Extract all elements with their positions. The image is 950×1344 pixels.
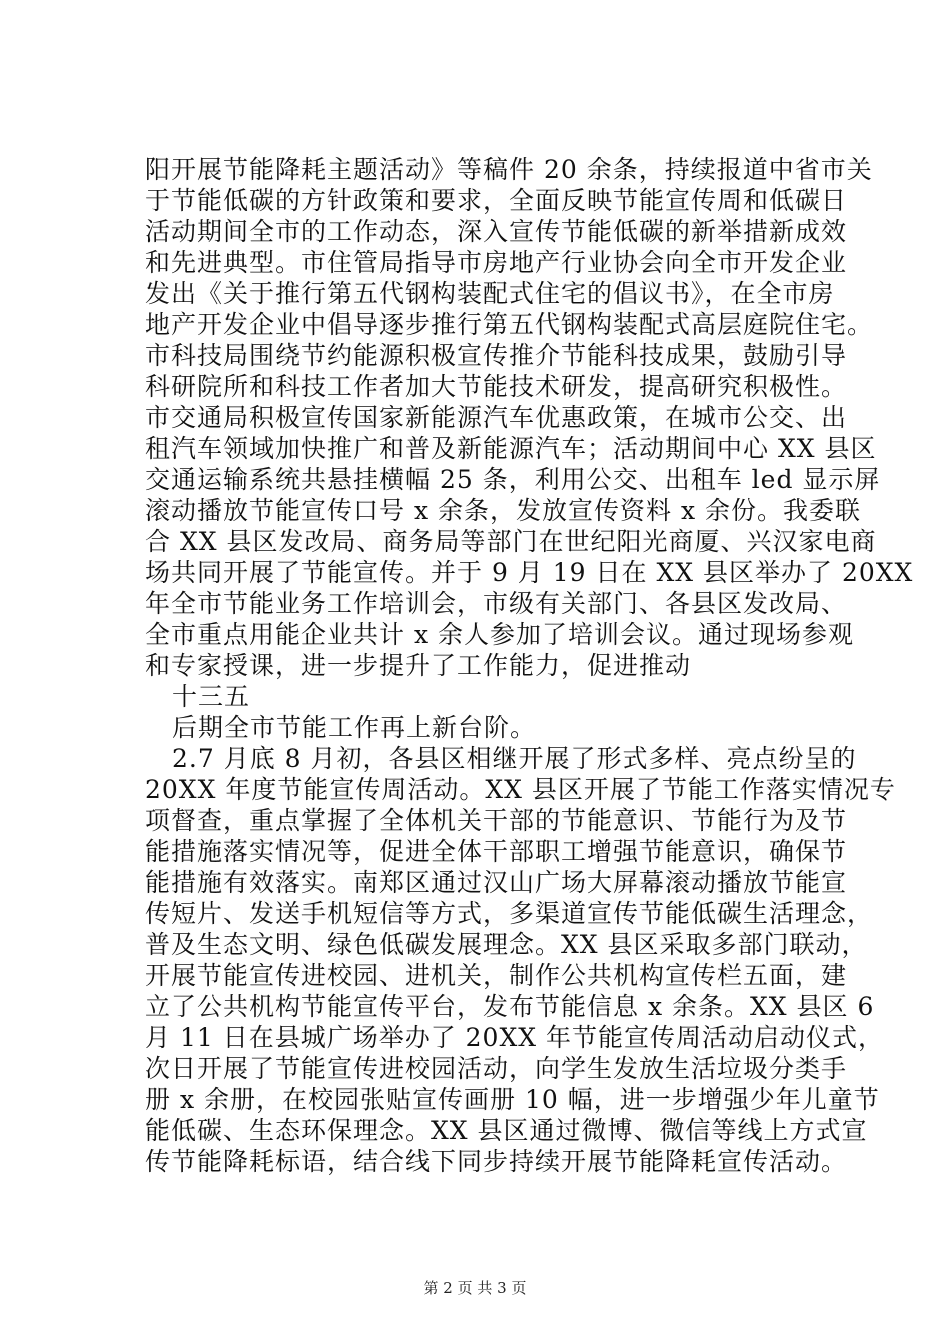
text-line: 项督查，重点掌握了全体机关干部的节能意识、节能行为及节	[145, 806, 848, 835]
text-line: 交通运输系统共悬挂横幅 25 条，利用公交、出租车 led 显示屏	[145, 465, 881, 494]
text-line: 普及生态文明、绿色低碳发展理念。XX 县区采取多部门联动，	[145, 930, 868, 959]
text-line: 传短片、发送手机短信等方式，多渠道宣传节能低碳生活理念，	[145, 899, 874, 928]
text-line: 市科技局围绕节约能源积极宣传推介节能科技成果，鼓励引导	[145, 341, 848, 370]
text-line: 立了公共机构节能宣传平台，发布节能信息 x 余条。XX 县区 6	[145, 992, 875, 1021]
text-line: 能措施有效落实。南郑区通过汉山广场大屏幕滚动播放节能宣	[145, 868, 848, 897]
text-line: 科研院所和科技工作者加大节能技术研发，提高研究积极性。	[145, 372, 848, 401]
text-line: 开展节能宣传进校园、进机关，制作公共机构宣传栏五面，建	[145, 961, 848, 990]
document-body	[145, 154, 914, 1177]
text-line: 合 XX 县区发改局、商务局等部门在世纪阳光商厦、兴汉家电商	[145, 527, 877, 556]
text-line: 全市重点用能企业共计 x 余人参加了培训会议。通过现场参观	[145, 620, 854, 649]
text-line: 租汽车领域加快推广和普及新能源汽车；活动期间中心 XX 县区	[145, 434, 877, 463]
text-line: 于节能低碳的方针政策和要求，全面反映节能宣传周和低碳日	[145, 186, 848, 215]
text-line: 2.7 月底 8 月初，各县区相继开展了形式多样、亮点纷呈的	[172, 744, 857, 773]
text-line: 20XX 年度节能宣传周活动。XX 县区开展了节能工作落实情况专	[145, 775, 896, 804]
text-line: 传节能降耗标语，结合线下同步持续开展节能降耗宣传活动。	[145, 1147, 848, 1176]
text-line: 月 11 日在县城广场举办了 20XX 年节能宣传周活动启动仪式，	[145, 1023, 885, 1052]
text-line: 次日开展了节能宣传进校园活动，向学生发放生活垃圾分类手	[145, 1054, 848, 1083]
text-line: 发出《关于推行第五代钢构装配式住宅的倡议书》，在全市房	[145, 279, 835, 308]
text-line: 市交通局积极宣传国家新能源汽车优惠政策，在城市公交、出	[145, 403, 848, 432]
text-line: 年全市节能业务工作培训会，市级有关部门、各县区发改局、	[145, 589, 848, 618]
text-line: 和先进典型。市住管局指导市房地产行业协会向全市开发企业	[145, 248, 848, 277]
text-line: 场共同开展了节能宣传。并于 9 月 19 日在 XX 县区举办了 20XX	[145, 558, 914, 587]
text-line: 活动期间全市的工作动态，深入宣传节能低碳的新举措新成效	[145, 217, 848, 246]
text-line: 和专家授课，进一步提升了工作能力，促进推动	[145, 651, 692, 680]
text-line: 地产开发企业中倡导逐步推行第五代钢构装配式高层庭院住宅。	[145, 310, 874, 339]
text-line: 能措施落实情况等，促进全体干部职工增强节能意识，确保节	[145, 837, 848, 866]
text-line: 册 x 余册，在校园张贴宣传画册 10 幅，进一步增强少年儿童节	[145, 1085, 880, 1114]
page-number-footer: 第 2 页 共 3 页	[423, 1279, 527, 1297]
text-line: 滚动播放节能宣传口号 x 余条，发放宣传资料 x 余份。我委联	[145, 496, 861, 525]
text-line: 后期全市节能工作再上新台阶。	[172, 713, 537, 742]
text-line: 能低碳、生态环保理念。XX 县区通过微博、微信等线上方式宣	[145, 1116, 868, 1145]
text-line: 十三五	[172, 682, 251, 711]
text-line: 阳开展节能降耗主题活动》等稿件 20 余条，持续报道中省市关	[145, 155, 873, 184]
